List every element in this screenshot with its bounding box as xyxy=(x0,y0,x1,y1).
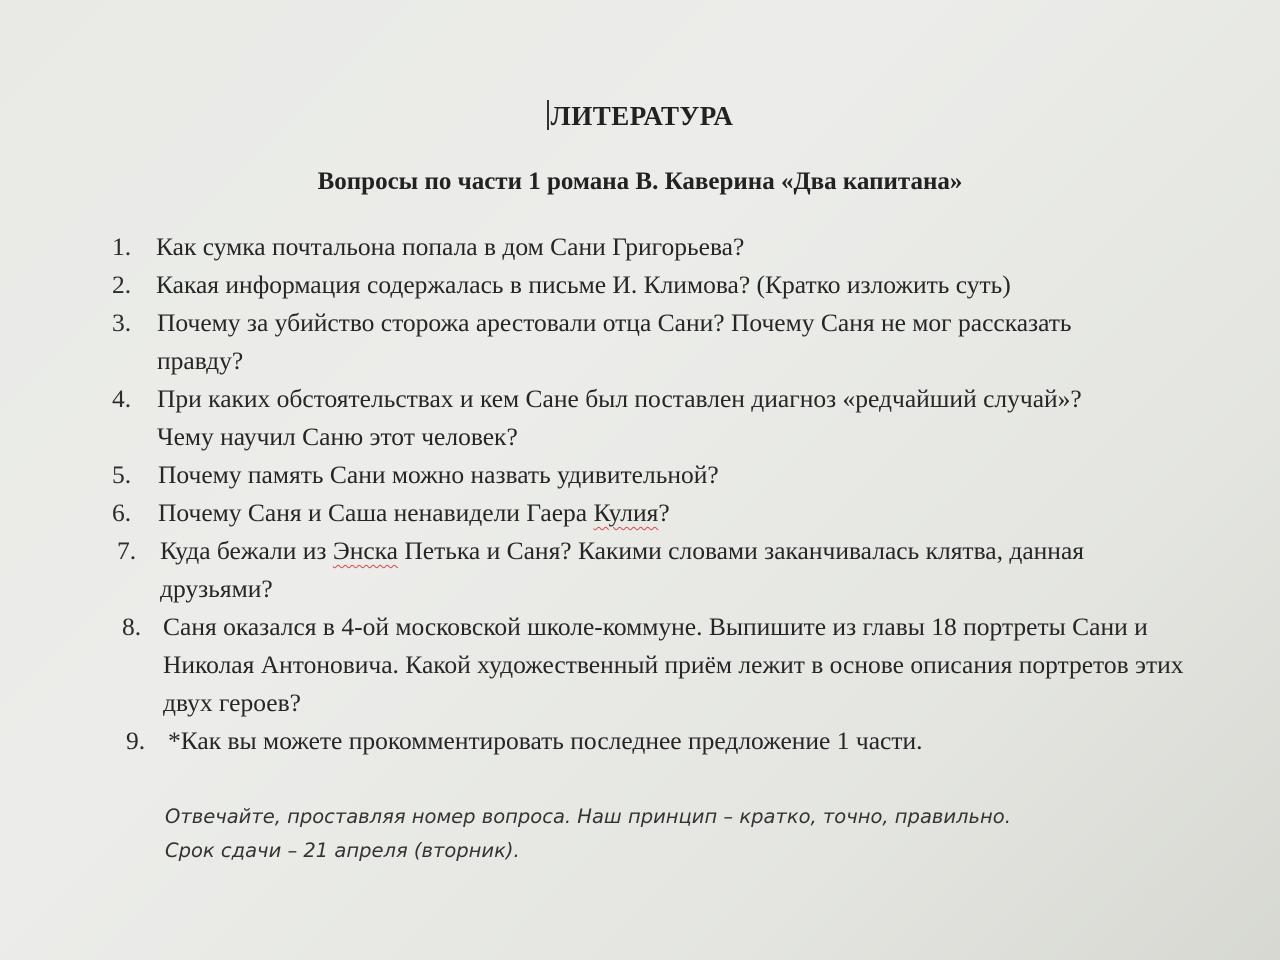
question-number: 2. xyxy=(112,270,132,299)
question-text: При каких обстоятельствах и кем Сане был поставлен диагноз «редчайший случай»? Чему научил Саню этот человек? xyxy=(157,384,1082,451)
question-item-8 xyxy=(100,608,1220,722)
question-text-part: Петька и Саня? Какими словами заканчивалась клятва, данная друзьями? xyxy=(160,536,1084,603)
question-item-9 xyxy=(100,722,1220,760)
question-item-5 xyxy=(100,456,1220,494)
spellcheck-flagged-word[interactable]: Кулия xyxy=(593,498,659,527)
question-item-6 xyxy=(100,494,1220,532)
question-text: Почему за убийство сторожа арестовали отца Сани? Почему Саня не мог рассказать правду? xyxy=(157,308,1072,375)
question-number: 6. xyxy=(112,498,132,527)
deadline-line: Срок сдачи – 21 апреля (вторник). xyxy=(165,839,520,862)
question-text-part: ? xyxy=(658,498,670,527)
question-list xyxy=(100,228,1220,760)
instructions-line: Отвечайте, проставляя номер вопроса. Наш принцип – кратко, точно, правильно. xyxy=(165,805,1011,828)
document-title-text: ЛИТЕРАТУРА xyxy=(550,101,734,131)
question-text xyxy=(158,494,1220,532)
question-number: 9. xyxy=(126,726,146,755)
question-number: 5. xyxy=(112,460,132,489)
question-item-3 xyxy=(100,304,1220,380)
question-number: 8. xyxy=(122,612,142,641)
question-item-7 xyxy=(100,532,1220,608)
question-item-2 xyxy=(100,266,1220,304)
document-title xyxy=(0,100,1280,132)
question-item-1 xyxy=(100,228,1220,266)
instructions-footer xyxy=(165,800,1245,868)
question-text-part: Куда бежали из xyxy=(160,536,333,565)
question-text: Саня оказался в 4-ой московской школе-коммуне. Выпишите из главы 18 портреты Сани и Николая Антоновича. Какой художественный приём лежит в основе описания портретов этих двух героев? xyxy=(163,612,1184,717)
question-number: 7. xyxy=(117,536,137,565)
question-number: 4. xyxy=(112,384,132,413)
question-number: 1. xyxy=(112,232,132,261)
question-text: Какая информация содержалась в письме И. Климова? (Кратко изложить суть) xyxy=(156,270,1011,299)
question-text xyxy=(160,532,1140,608)
question-text: *Как вы можете прокомментировать последнее предложение 1 части. xyxy=(168,726,923,755)
question-text-part: Почему Саня и Саша ненавидели Гаера xyxy=(158,498,594,527)
text-cursor xyxy=(547,100,549,130)
document-subtitle: Вопросы по части 1 романа В. Каверина «Два капитана» xyxy=(317,168,963,195)
question-number: 3. xyxy=(112,308,132,337)
spellcheck-flagged-word[interactable]: Энска xyxy=(332,536,398,565)
question-item-4 xyxy=(100,380,1220,456)
question-text: Почему память Сани можно назвать удивительной? xyxy=(158,460,719,489)
question-text: Как сумка почтальона попала в дом Сани Григорьева? xyxy=(156,232,745,261)
